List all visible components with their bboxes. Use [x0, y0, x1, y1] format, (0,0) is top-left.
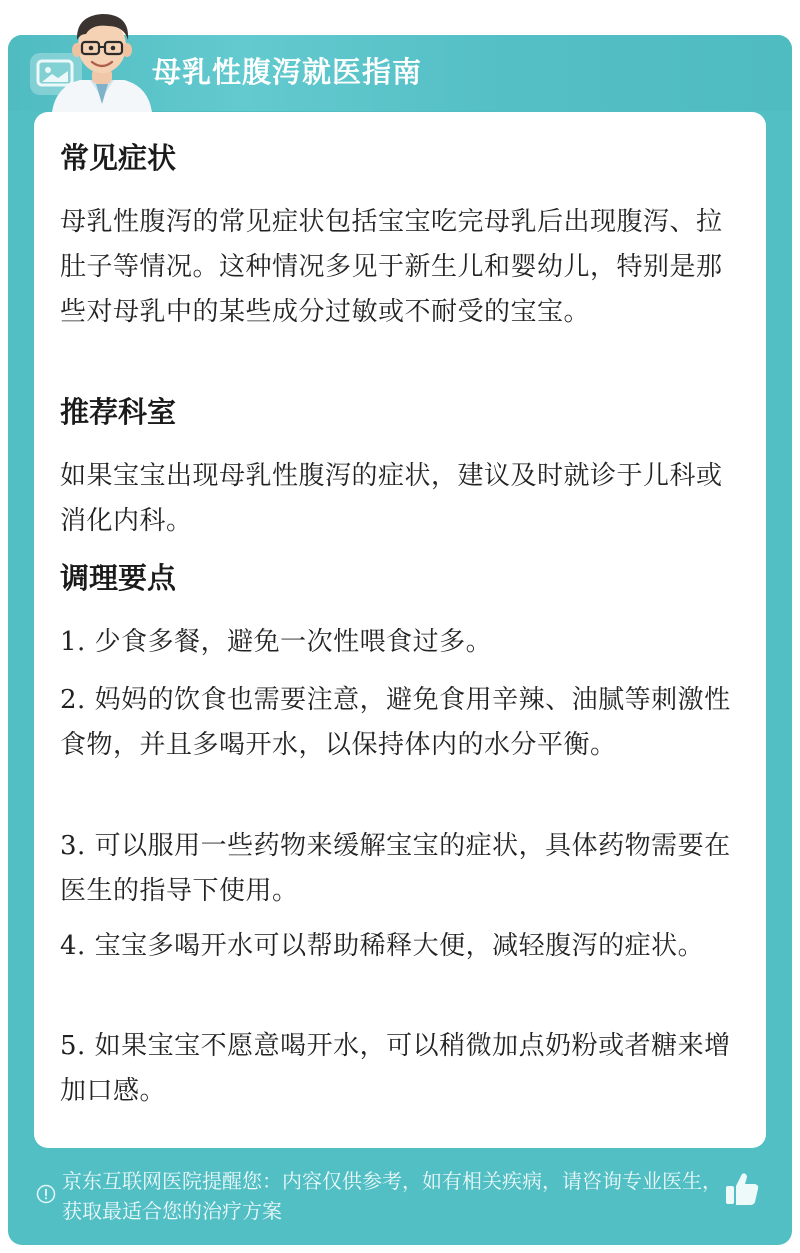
department-text: 如果宝宝出现母乳性腹泻的症状，建议及时就诊于儿科或消化内科。	[60, 461, 723, 536]
care-item-text: 宝宝多喝开水可以帮助稀释大便，减轻腹泻的症状。	[94, 931, 705, 961]
care-item-text: 少食多餐，避免一次性喂食过多。	[94, 627, 493, 657]
care-item-text: 妈妈的饮食也需要注意，避免食用辛辣、油腻等刺激性食物，并且多喝开水，以保持体内的水分平衡。	[60, 685, 731, 760]
care-item-number: 1.	[60, 627, 86, 657]
content-card	[34, 112, 766, 1148]
care-item-number: 5.	[60, 1031, 86, 1061]
care-item-text: 如果宝宝不愿意喝开水，可以稍微加点奶粉或者糖来增加口感。	[60, 1031, 731, 1106]
disclaimer-text: 京东互联网医院提醒您：内容仅供参考，如有相关疾病，请咨询专业医生，获取最适合您的治疗方案	[62, 1169, 722, 1223]
care-item	[60, 824, 748, 914]
thumbs-up-icon[interactable]	[724, 1170, 760, 1208]
care-item-text: 可以服用一些药物来缓解宝宝的症状，具体药物需要在医生的指导下使用。	[60, 831, 731, 906]
doctor-avatar	[46, 8, 158, 112]
care-item	[60, 620, 748, 665]
department-heading: 推荐科室	[60, 395, 177, 429]
symptoms-heading: 常见症状	[60, 141, 177, 175]
care-item-number: 3.	[60, 831, 86, 861]
care-heading: 调理要点	[60, 561, 177, 595]
info-icon	[36, 1184, 56, 1204]
page-title: 母乳性腹泻就医指南	[152, 55, 423, 89]
care-item-number: 4.	[60, 931, 86, 961]
care-item	[60, 924, 748, 969]
care-item	[60, 678, 748, 768]
symptoms-text: 母乳性腹泻的常见症状包括宝宝吃完母乳后出现腹泻、拉肚子等情况。这种情况多见于新生儿和婴幼儿，特别是那些对母乳中的某些成分过敏或不耐受的宝宝。	[60, 207, 723, 327]
care-item	[60, 1024, 748, 1114]
care-item-number: 2.	[60, 685, 86, 715]
